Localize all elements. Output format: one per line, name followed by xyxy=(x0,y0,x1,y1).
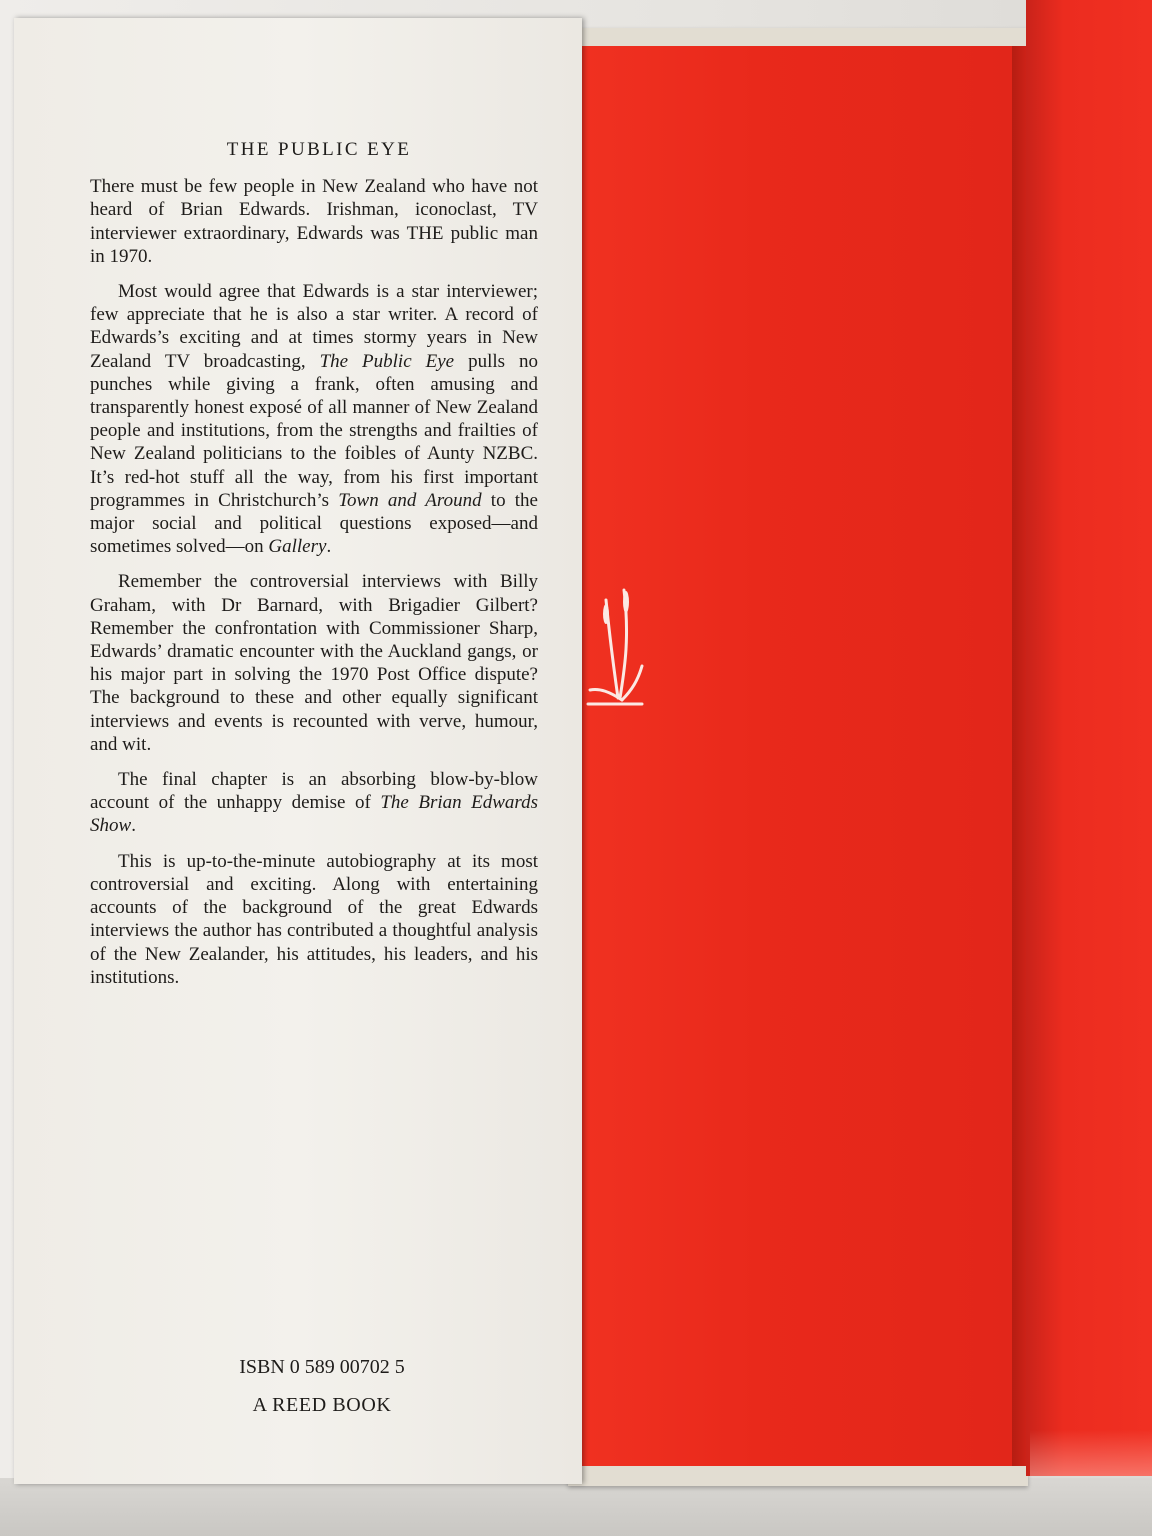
blurb-text: . xyxy=(131,815,136,837)
flap-blurb xyxy=(90,138,538,1001)
blurb-text: pulls no punches while giving a frank, often amusing and transparently honest exposé of all manner of New Zealand people and institutions, from the strengths and frailties of New Zealand politicians to the foibles of Aunty NZBC. It’s red-hot stuff all the way, from his first important programmes in Christchurch’s xyxy=(90,350,538,511)
glare xyxy=(1030,1430,1152,1476)
red-cover-board xyxy=(580,46,1020,1466)
dust-jacket-flap xyxy=(14,18,582,1484)
blurb-paragraph-3: Remember the controversial interviews with Billy Graham, with Dr Barnard, with Brigadier Gilbert? Remember the confrontation with Commissioner Sharp, Edwards’ dramatic encounter with the Auckland gangs, or his major part in solving the 1970 Post Office dispute? The background to these and other equally significant interviews and events is recounted with verve, humour, and wit. xyxy=(90,571,538,755)
red-endpaper xyxy=(1026,0,1152,1476)
publisher-imprint: A REED BOOK xyxy=(252,1394,392,1416)
programme-title: Town and Around xyxy=(338,489,482,511)
shelf-surface xyxy=(0,1478,1152,1536)
isbn-line: ISBN 0 589 00702 5 xyxy=(239,1356,405,1378)
blurb-text: The final chapter is an absorbing blow-by-blow account of the unhappy demise of xyxy=(90,769,538,814)
blurb-paragraph-1: There must be few people in New Zealand who have not heard of Brian Edwards. Irishman, iconoclast, TV interviewer extraordinary, Edwards was THE public man in 1970. xyxy=(90,176,538,267)
reed-plant-icon xyxy=(584,580,644,720)
blurb-paragraph-4 xyxy=(90,768,538,838)
blurb-text: Most would agree that Edwards is a star interviewer; few appreciate that he is also a star writer. A record of Edwards’s exciting and at times stormy years in New Zealand TV broadcasting, xyxy=(90,281,538,372)
flap-title: THE PUBLIC EYE xyxy=(226,139,412,160)
book-title: The Public Eye xyxy=(319,350,455,372)
blurb-paragraph-2 xyxy=(90,280,538,558)
blurb-text: . xyxy=(326,536,332,558)
show-title: The Brian Edwards Show xyxy=(90,792,538,837)
blurb-text: to the major social and political questions exposed—and sometimes solved—on xyxy=(90,489,538,558)
blurb-paragraph-5: This is up-to-the-minute autobiography at its most controversial and exciting. Along with entertaining accounts of the background of the great Edwards interviews the author has contributed a thoughtful analysis of the New Zealander, his attitudes, his leaders, and his institutions. xyxy=(90,850,538,988)
programme-title: Gallery xyxy=(268,536,327,558)
